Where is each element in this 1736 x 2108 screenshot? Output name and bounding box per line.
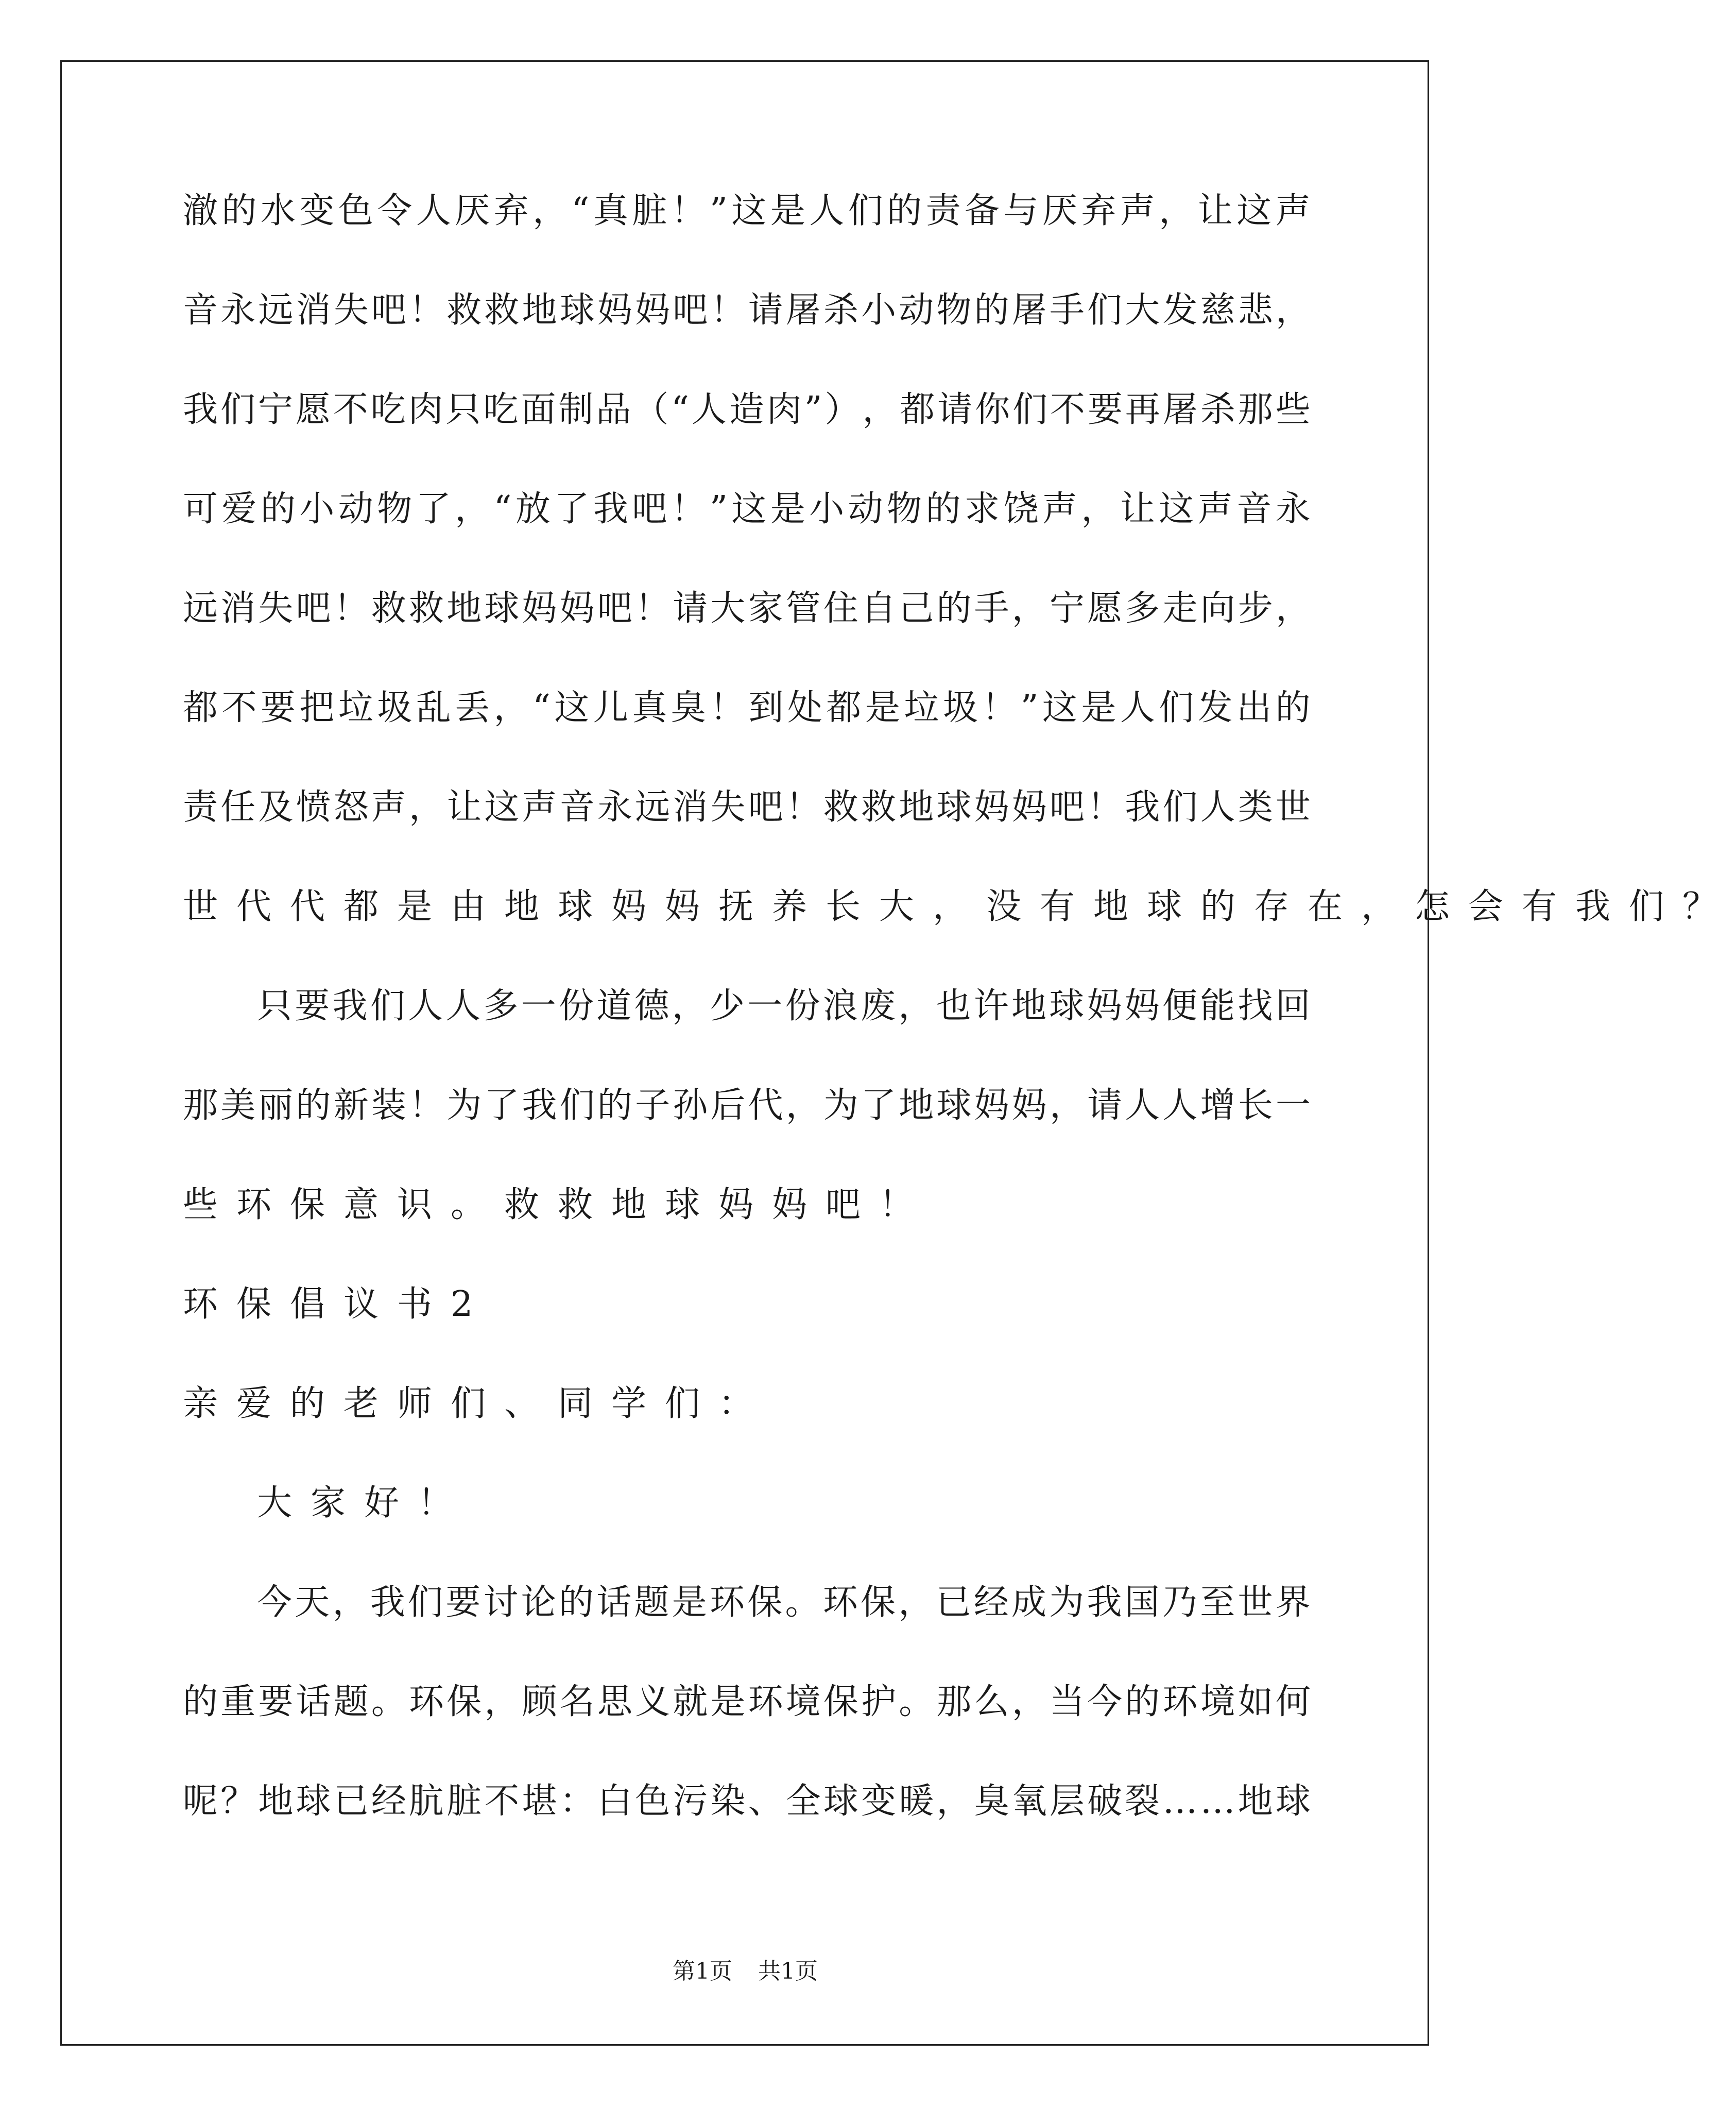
page-number: 第1页 — [673, 1958, 732, 1984]
text-line: 些环保意识。救救地球妈妈吧！ — [183, 1185, 933, 1225]
text-line: 那 美 丽 的 新 装 ！ 为 了 我 们 的 子 孙 后 代 ， 为 了 地 球 妈 妈 ， 请 人 人 增 长 一 — [183, 1085, 1311, 1126]
salutation: 亲爱的老师们、同学们： — [183, 1383, 772, 1424]
greeting: 大家好！ — [257, 1483, 472, 1523]
text-line: 远 消 失 吧 ！ 救 救 地 球 妈 妈 吧 ！ 请 大 家 管 住 自 己 的 手 ， 宁 愿 多 走 向 步 ， — [183, 588, 1311, 629]
text-line: 可 爱 的 小 动 物 了 ， “ 放 了 我 吧 ！ ” 这 是 小 动 物 的 求 饶 声 ， 让 这 声 音 永 — [183, 489, 1311, 529]
paragraph-first-line: 只 要 我 们 人 人 多 一 份 道 德 ， 少 一 份 浪 废 ， 也 许 地 球 妈 妈 便 能 找 回 — [257, 986, 1311, 1026]
text-line: 呢 ？ 地 球 已 经 肮 脏 不 堪 ： 白 色 污 染 、 全 球 变 暖 ， 臭 氧 层 破 裂 … … 地 球 — [183, 1781, 1311, 1822]
text-line: 澈 的 水 变 色 令 人 厌 弃 ， “ 真 脏 ！ ” 这 是 人 们 的 责 备 与 厌 弃 声 ， 让 这 声 — [183, 191, 1311, 231]
text-line: 世代代都是由地球妈妈抚养长大，没有地球的存在，怎会有我们？ — [183, 886, 1736, 927]
text-line: 都 不 要 把 垃 圾 乱 丢 ， “ 这 儿 真 臭 ！ 到 处 都 是 垃 圾 ！ ” 这 是 人 们 发 出 的 — [183, 688, 1311, 728]
text-line: 我 们 宁 愿 不 吃 肉 只 吃 面 制 品 （ “ 人 造 肉 ” ） ， 都 请 你 们 不 要 再 屠 杀 那 些 — [183, 389, 1311, 430]
text-line: 的 重 要 话 题 。 环 保 ， 顾 名 思 义 就 是 环 境 保 护 。 那 么 ， 当 今 的 环 境 如 何 — [183, 1682, 1311, 1722]
text-line: 音 永 远 消 失 吧 ！ 救 救 地 球 妈 妈 吧 ！ 请 屠 杀 小 动 物 的 屠 手 们 大 发 慈 悲 ， — [183, 290, 1311, 331]
page-total: 共1页 — [758, 1958, 818, 1984]
page-border — [60, 60, 1429, 2046]
paragraph-first-line: 今 天 ， 我 们 要 讨 论 的 话 题 是 环 保 。 环 保 ， 已 经 成 为 我 国 乃 至 世 界 — [257, 1582, 1311, 1623]
text-line: 责 任 及 愤 怒 声 ， 让 这 声 音 永 远 消 失 吧 ！ 救 救 地 球 妈 妈 吧 ！ 我 们 人 类 世 — [183, 787, 1311, 828]
section-title: 环保倡议书2 — [183, 1284, 492, 1325]
page-footer — [0, 1957, 1490, 1986]
